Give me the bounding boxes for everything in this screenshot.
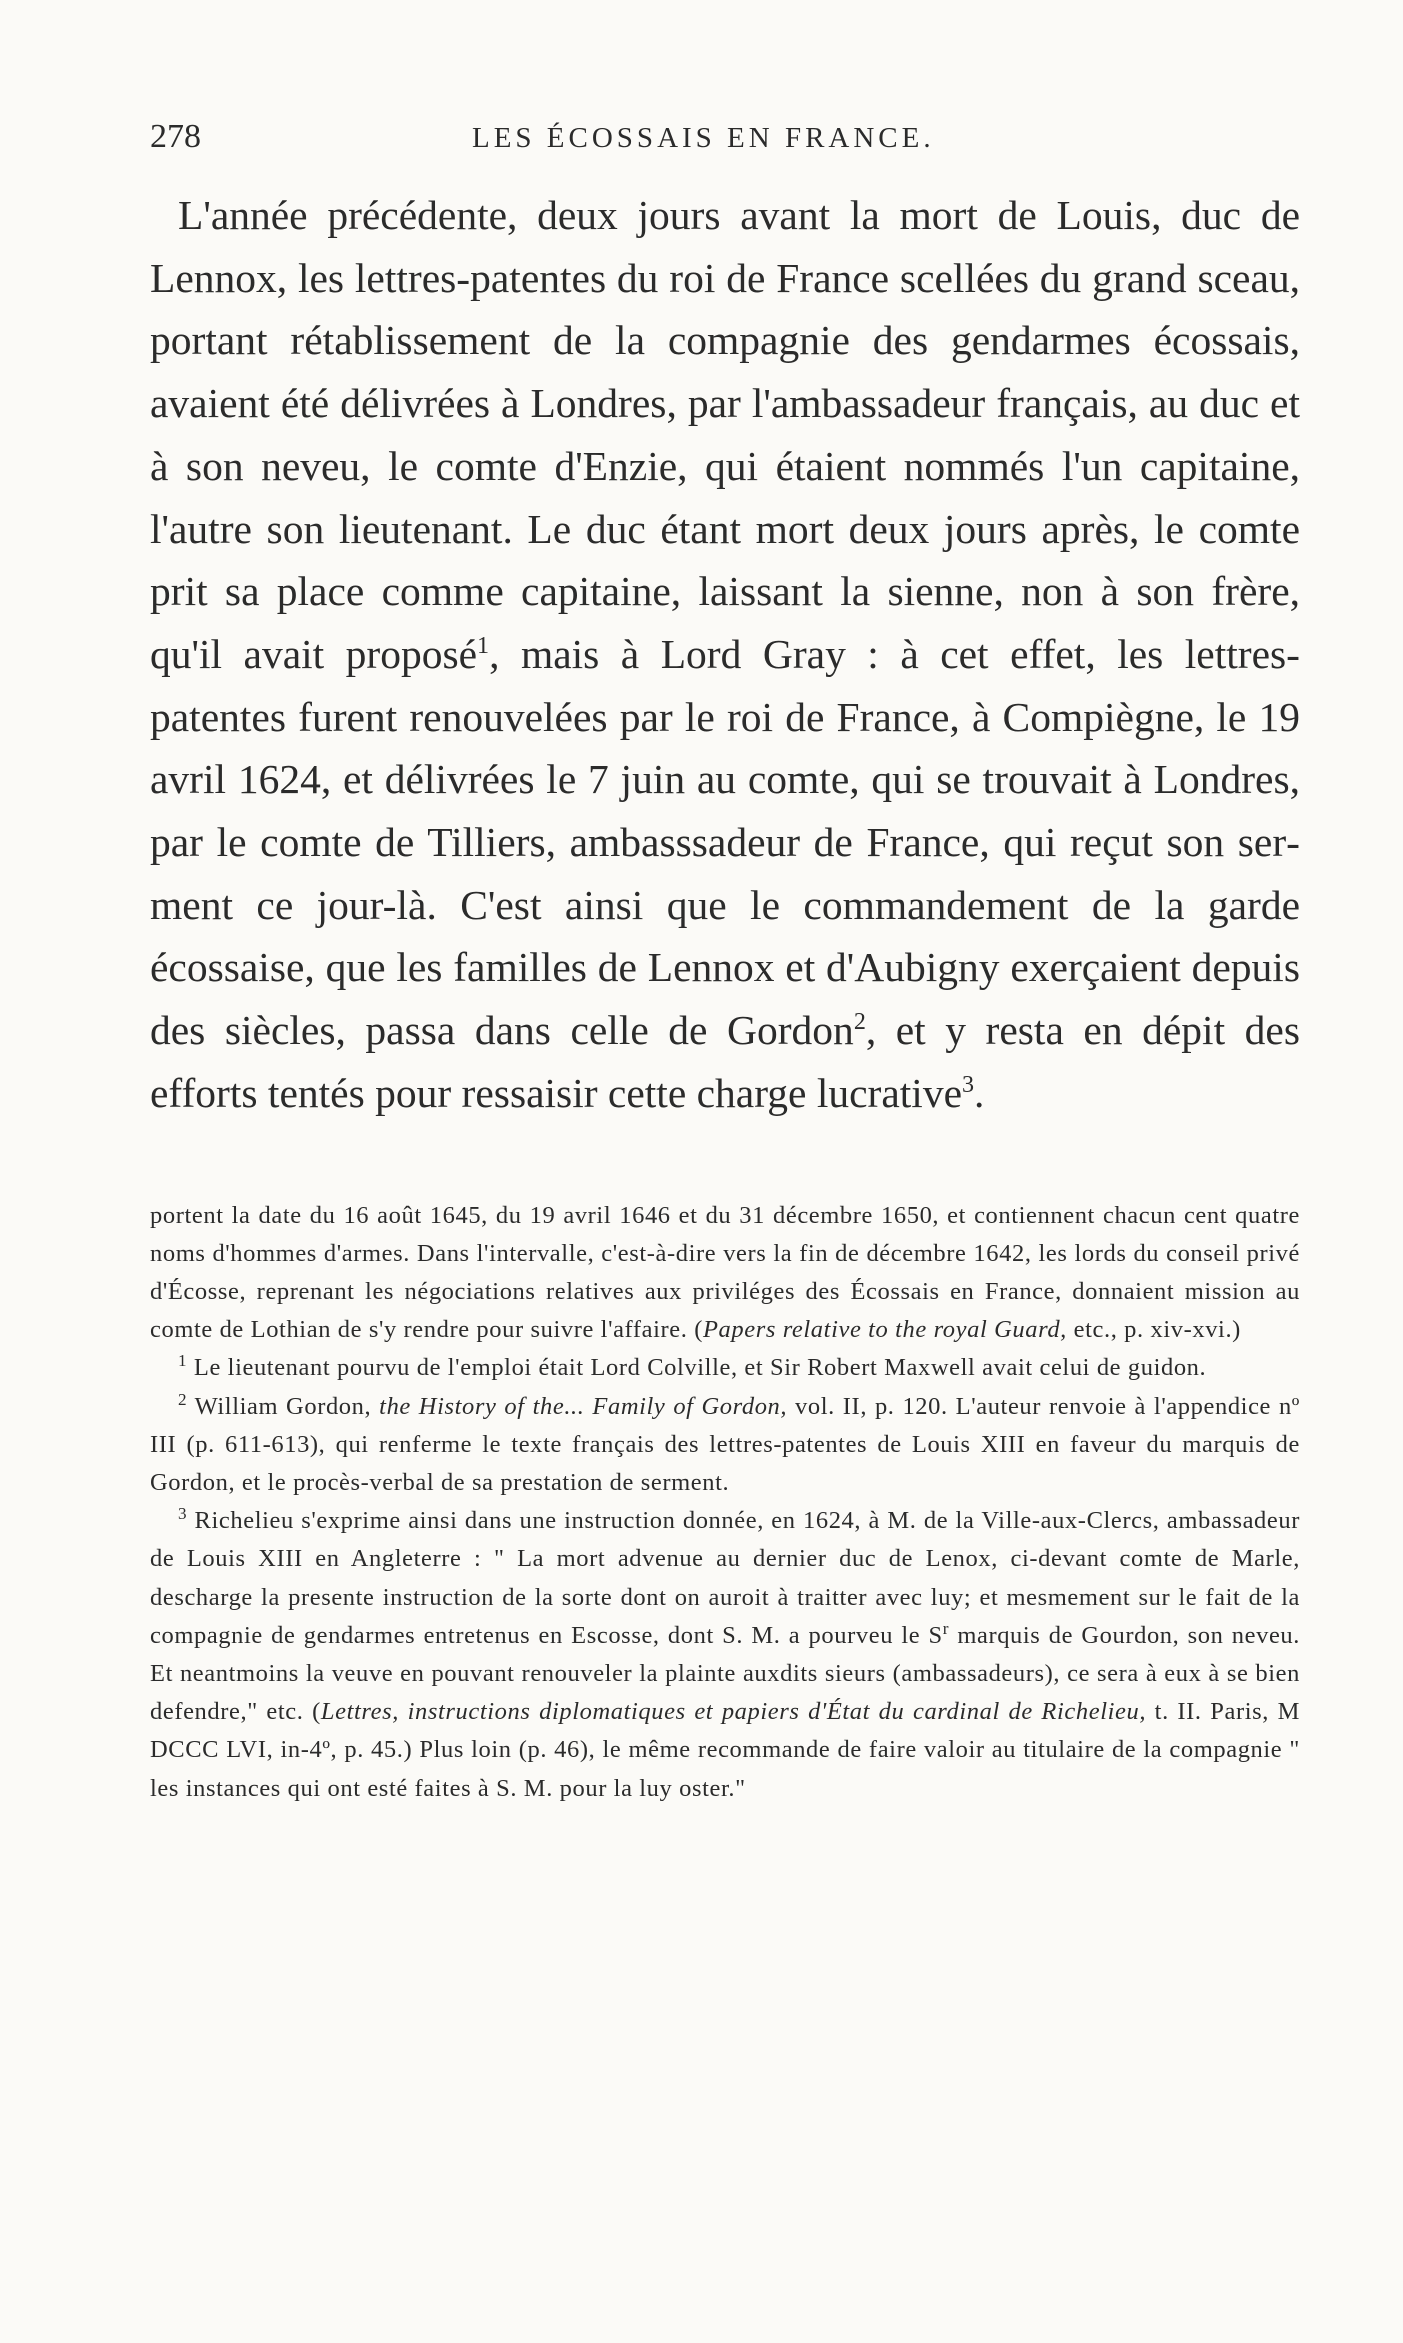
- footnote-text: William Gordon,: [187, 1392, 380, 1420]
- abbreviation-superscript: r: [942, 1618, 950, 1638]
- main-paragraph: [150, 184, 1300, 1125]
- footnote-text: t. II. Paris, M DCCC LVI, in-4º, p. 45.) Plus loin (p. 46), le même recommande de faire valoir au titulaire de la compagnie " les instances qui ont esté faites à S. M. pour la luy oster.": [150, 1698, 1300, 1802]
- footnote-ref: 2: [853, 1009, 866, 1036]
- footnote-italic-title: the History of the... Family of Gordon,: [379, 1392, 788, 1420]
- footnote-continuation: [150, 1197, 1300, 1350]
- footnote-text: vol. II, p. 120. L'auteur renvoie à l'appendice nº III (p. 611-613), qui renferme le texte français des lettres-patentes de Louis XIII en faveur du marquis de Gordon, et le procès-verbal de sa prestation de serment.: [150, 1392, 1300, 1496]
- footnote-marker: 3: [178, 1504, 188, 1524]
- footnote-marker: 2: [178, 1389, 188, 1409]
- footnote-2: [150, 1388, 1300, 1503]
- footnote-marker: 1: [178, 1351, 188, 1371]
- paragraph-text: .: [974, 1069, 985, 1116]
- footnote-3: [150, 1502, 1300, 1808]
- footnote-text: Le lieutenant pourvu de l'emploi était Lord Colville, et Sir Robert Maxwell avait celui de guidon.: [187, 1354, 1207, 1382]
- footnote-text: Richelieu s'exprime ainsi dans une instruction donnée, en 1624, à M. de la Ville-aux-Clercs, ambassadeur de Louis XIII en Angleterre : " La mort advenue au dernier duc de Lenox, ci-devant comte de Marle, descharge la presente instruction de la sorte dont on auroit à traitter avec luy; et mesmement sur le fait de la compagnie de gendarmes entretenus en Escosse, dont S. M. a pourveu le S: [150, 1507, 1300, 1649]
- footnote-1: [150, 1349, 1300, 1387]
- footnote-text: etc., p. xiv-xvi.): [1066, 1316, 1241, 1344]
- footnote-text: portent la date du 16 août 1645, du 19 avril 1646 et du 31 décembre 1650, et contiennent chacun cent quatre noms d'hommes d'armes. Dans l'intervalle, c'est-à-dire vers la fin de décembre 1642, les lords du conseil privé d'Écosse, reprenant les négociations relatives aux priviléges des Écossais en France, donnaient mission au comte de Lothian de s'y rendre pour suivre l'affaire. (: [150, 1201, 1300, 1344]
- footnote-italic-title: Papers relative to the royal Guard,: [702, 1316, 1067, 1344]
- book-page: [150, 118, 1300, 1808]
- footnote-italic-title: Lettres, instructions diplomatiques et papiers d'État du cardinal de Richelieu,: [320, 1698, 1147, 1726]
- running-head: [150, 118, 1300, 166]
- running-title: LES ÉCOSSAIS EN FRANCE.: [472, 122, 935, 154]
- paragraph-text: , et y resta en dépit des efforts tentés pour ressaisir cette charge lucrative: [150, 1007, 1300, 1116]
- page-number: 278: [150, 118, 201, 155]
- footnotes: [150, 1197, 1300, 1808]
- footnote-text: marquis de Gourdon, son neveu. Et neantmoins la veuve en pouvant renouveler la plainte auxdits sieurs (ambassadeurs), ce sera à eux à se bien defendre," etc. (: [150, 1621, 1300, 1726]
- footnote-ref: 3: [962, 1072, 975, 1099]
- footnote-ref: 1: [477, 633, 490, 660]
- paragraph-text: , mais à Lord Gray : à cet effet, les lettres-patentes furent renouvelées par le roi de France, à Compiègne, le 19 avril 1624, et délivrées le 7 juin au comte, qui se trouvait à Londres, par le comte de Tilliers, ambasssadeur de France, qui reçut son serment ce jour-là. C'est ainsi que le commandement de la garde écossaise, que les familles de Lennox et d'Aubigny exerçaient depuis des siècles, passa dans celle de Gordon: [150, 630, 1300, 1054]
- paragraph-text: L'année précédente, deux jours avant la mort de Louis, duc de Lennox, les lettres-patentes du roi de France scellées du grand sceau, portant rétablissement de la compagnie des gendarmes écossais, avaient été délivrées à Londres, par l'ambassadeur français, au duc et à son neveu, le comte d'Enzie, qui étaient nommés l'un capitaine, l'autre son lieutenant. Le duc étant mort deux jours après, le comte prit sa place comme capitaine, laissant la sienne, non à son frère, qu'il avait proposé: [150, 192, 1300, 677]
